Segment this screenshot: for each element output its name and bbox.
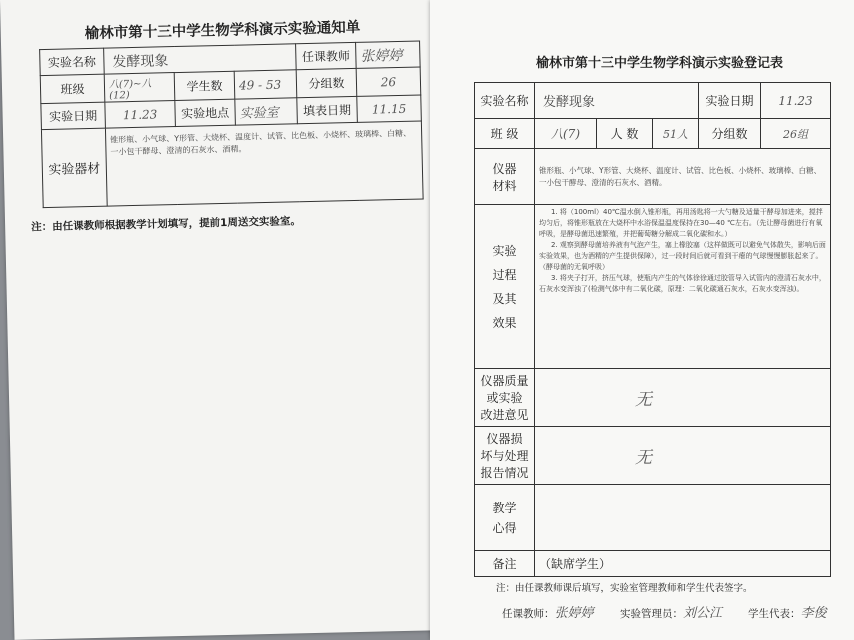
register-group-count-value: 26组	[761, 119, 831, 149]
register-remarks-label: 备注	[475, 551, 535, 577]
process-step-3: 3. 将夹子打开，挤压气球，使瓶内产生的气体徐徐通过胶管导入试管内的澄清石灰水中，石灰水变浑浊了(检测气体中有二氧化碳，原理：二氧化碳通石灰水，石灰水变浑浊)。	[539, 274, 826, 293]
register-reflection-label: 教学 心得	[475, 485, 535, 551]
process-step-2: 2. 观察到酵母菌培养液有气泡产生，塞上橡胶塞（这样做既可以避免气体散失，影响后面实验效果，也为酒精的产生提供保障），过一段时间后就可看到干瘪的气球慢慢膨胀起来了。（酵母菌的无氧呼吸）	[539, 241, 826, 271]
notice-footnote: 注：由任课教师根据教学计划填写，提前1周送交实验室。	[31, 215, 302, 234]
student-signature-value: 李俊	[800, 606, 827, 621]
register-reflection-value	[535, 485, 831, 551]
student-signature: 学生代表：李俊	[748, 606, 827, 621]
notice-experiment-name-label: 实验名称	[40, 48, 105, 75]
notice-equipment-value: 锥形瓶、小气球、Y形管、大烧杯、温度计、试管、比色板、小烧杯、玻璃棒、白糖、一小包干酵母、澄清的石灰水、酒精。	[110, 128, 412, 157]
manager-signature: 实验管理员：刘公江	[620, 606, 723, 621]
manager-signature-value: 刘公江	[683, 606, 723, 621]
register-student-count-label: 人 数	[597, 119, 653, 149]
register-date-value: 11.23	[761, 83, 831, 119]
notice-group-count-label: 分组数	[296, 68, 357, 97]
register-process-value	[535, 205, 831, 369]
notice-fill-date-label: 填表日期	[297, 96, 358, 123]
notice-experiment-name-value: 发酵现象	[104, 44, 297, 74]
notice-fill-date-value: 11.15	[357, 95, 422, 122]
register-damage-label: 仪器损 坏与处理 报告情况	[475, 427, 535, 485]
notice-title: 榆林市第十三中学生物学科演示实验通知单	[84, 18, 361, 43]
notice-location-value: 实验室	[235, 98, 298, 125]
register-equipment-label: 仪器 材料	[475, 149, 535, 205]
register-sheet	[430, 0, 854, 640]
register-quality-label: 仪器质量 或实验 改进意见	[475, 369, 535, 427]
notice-class-label: 班级	[40, 74, 105, 103]
notice-date-label: 实验日期	[41, 102, 106, 129]
notice-equipment-label: 实验器材	[41, 128, 107, 207]
register-student-count-value: 51人	[653, 119, 699, 149]
register-experiment-name-label: 实验名称	[475, 83, 535, 119]
register-footnote: 注：由任课教师课后填写，实验室管理教师和学生代表签字。	[496, 583, 753, 594]
register-title: 榆林市第十三中学生物学科演示实验登记表	[536, 56, 784, 71]
register-process-label: 实验 过程 及其 效果	[475, 205, 535, 369]
notice-location-label: 实验地点	[175, 99, 236, 126]
notice-group-count-value: 26	[356, 67, 421, 96]
teacher-signature: 任课教师：张婷婷	[502, 606, 594, 621]
notice-teacher-value: 张婷婷	[356, 41, 421, 68]
notice-table	[39, 40, 424, 208]
register-class-value: 八(7)	[535, 119, 597, 149]
notice-class-value: 八(7)~八(12)	[104, 73, 175, 103]
register-table	[474, 82, 831, 577]
register-equipment-value: 锥形瓶、小气球、Y形管、大烧杯、温度计、试管、比色板、小烧杯、玻璃棒、白糖、一小包干酵母、澄清的石灰水、酒精。	[539, 165, 822, 187]
notice-date-value: 11.23	[105, 101, 176, 129]
notice-teacher-label: 任课教师	[296, 42, 357, 69]
register-quality-value: 无	[535, 369, 831, 427]
notice-student-count-label: 学生数	[174, 71, 235, 100]
notice-student-count-value: 49 - 53	[234, 70, 297, 99]
register-date-label: 实验日期	[699, 83, 761, 119]
register-group-count-label: 分组数	[699, 119, 761, 149]
register-class-label: 班 级	[475, 119, 535, 149]
process-step-1: 1. 将（100ml）40℃温水倒入锥形瓶，再用汤匙将一大勺糖及适量干酵母加进来，搅拌均匀后，将锥形瓶放在大烧杯中水浴保温温度保持在30—40 ℃左右。（先让酵母菌进行有氧呼吸，是酵母菌迅速繁殖，并把葡萄糖分解成二氧化碳和水。）	[539, 208, 823, 238]
teacher-signature-value: 张婷婷	[554, 606, 594, 621]
register-experiment-name-value: 发酵现象	[535, 83, 699, 119]
register-remarks-value: （缺席学生）	[535, 551, 831, 577]
register-damage-value: 无	[535, 427, 831, 485]
